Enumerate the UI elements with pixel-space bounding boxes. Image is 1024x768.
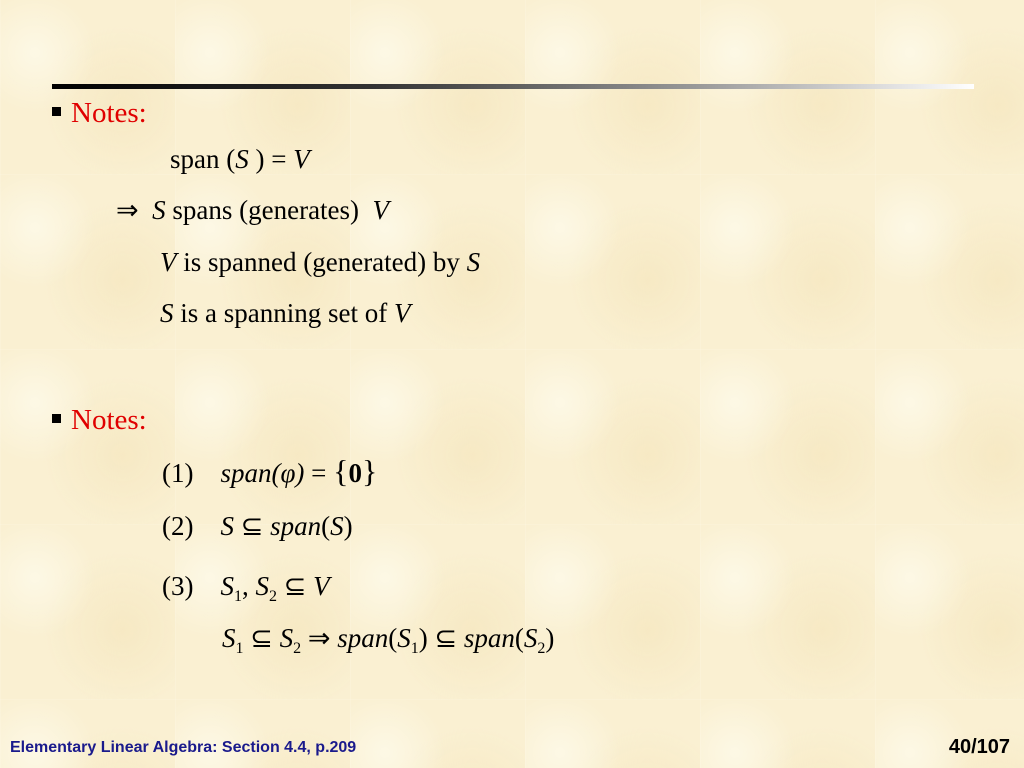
notes-heading-2 bbox=[52, 404, 147, 437]
footer-page-number: 40/107 bbox=[948, 736, 1010, 758]
span-equation: span (S ) = V bbox=[170, 144, 310, 174]
square-bullet-icon bbox=[52, 414, 61, 423]
note-item-2: (2) S ⊆ span(S) bbox=[162, 511, 353, 541]
footer-course-title: Elementary Linear Algebra: Section 4.4, p.209 bbox=[10, 739, 357, 756]
notes-heading-2-text: Notes: bbox=[71, 404, 147, 436]
item-number: (3) bbox=[162, 571, 194, 601]
square-bullet-icon bbox=[52, 107, 61, 116]
notes-heading-1-text: Notes: bbox=[71, 97, 147, 129]
spanning-set-line: S is a spanning set of V bbox=[160, 298, 411, 328]
note-item-3-condition: $S_1$ ⊆ $S_2$ ⇒ $span(S_1)$ ⊆ $span(S_2)$ bbox=[222, 623, 555, 657]
spanned-by-line: V is spanned (generated) by S bbox=[160, 247, 481, 277]
implies-spans-line: ⇒ S spans (generates) V bbox=[116, 195, 390, 225]
implies-arrow-icon: ⇒ bbox=[116, 195, 139, 225]
item-number: (2) bbox=[162, 511, 194, 541]
item-number: (1) bbox=[162, 458, 194, 488]
implies-arrow-icon: ⇒ bbox=[307, 623, 331, 653]
note-item-3: (3) $S_1$, $S_2$ ⊆ V bbox=[162, 571, 330, 605]
note-item-1: (1) span(φ) = {0} bbox=[162, 453, 378, 489]
title-rule bbox=[52, 84, 974, 89]
notes-heading-1 bbox=[52, 97, 147, 130]
